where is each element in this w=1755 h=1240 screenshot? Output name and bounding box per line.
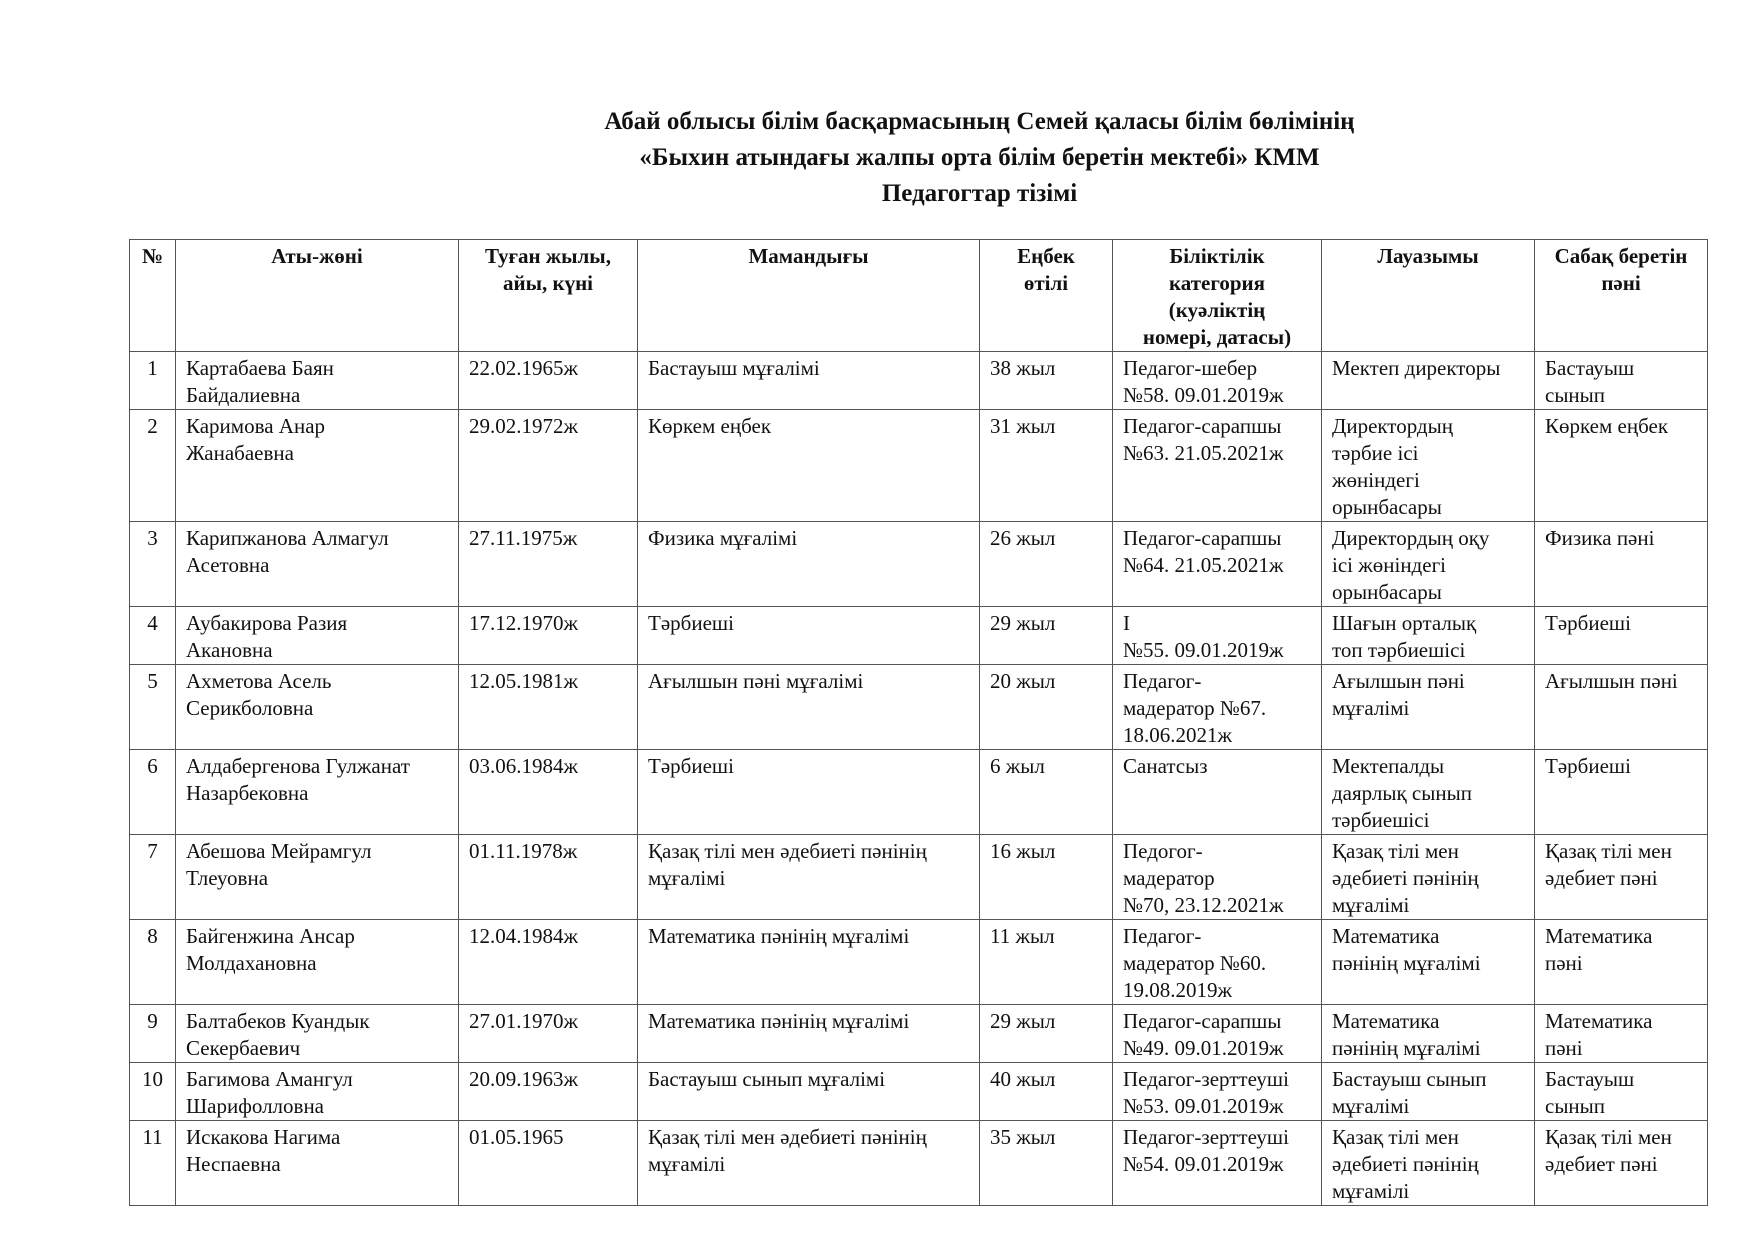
cell-text: Директордың тәрбие ісі жөніндегі орынбасары [1332, 414, 1453, 519]
table-cell-col-qualification [1113, 1121, 1322, 1206]
cell-text: Тәрбиеші [1545, 754, 1631, 778]
cell-text: 2 [147, 414, 158, 438]
cell-text: Шағын орталық топ тәрбиешісі [1332, 611, 1477, 662]
table-cell-col-qualification [1113, 607, 1322, 665]
table-cell-col-full-name [176, 750, 459, 835]
table-cell-col-full-name [176, 522, 459, 607]
table-cell-col-specialty [638, 665, 980, 750]
table-cell-col-birth-date [459, 1121, 638, 1206]
cell-text: Қазақ тілі мен әдебиеті пәнінің мұғамілі [648, 1125, 927, 1176]
table-cell-col-position [1322, 607, 1535, 665]
cell-text: 6 [147, 754, 158, 778]
table-cell-col-number [130, 607, 176, 665]
table-cell-col-position [1322, 920, 1535, 1005]
table-cell-col-qualification [1113, 750, 1322, 835]
table-row [130, 1121, 1708, 1206]
cell-text: Педагог-сарапшы №64. 21.05.2021ж [1123, 526, 1284, 577]
column-header-label: Сабақ беретін пәні [1554, 244, 1688, 295]
table-cell-col-number [130, 1005, 176, 1063]
cell-text: 3 [147, 526, 158, 550]
cell-text: 29 жыл [990, 611, 1056, 635]
table-cell-col-subject [1535, 750, 1708, 835]
table-row [130, 920, 1708, 1005]
title-line-3: Педагогтар тізімі [881, 180, 1078, 207]
title-line-1: Абай облысы білім басқармасының Семей қаласы білім бөлімінің [604, 108, 1355, 135]
cell-text: Математика пәнінің мұғалімі [648, 924, 910, 948]
cell-text: Тәрбиеші [1545, 611, 1631, 635]
cell-text: 31 жыл [990, 414, 1056, 438]
table-row [130, 410, 1708, 522]
cell-text: 29 жыл [990, 1009, 1056, 1033]
column-header-col-birth-date [459, 240, 638, 352]
cell-text: Багимова Амангул Шарифолловна [186, 1067, 353, 1118]
column-header-label: Аты-жөні [271, 244, 363, 268]
cell-text: 11 жыл [990, 924, 1055, 948]
table-cell-col-full-name [176, 920, 459, 1005]
cell-text: Педогог- мадератор №70, 23.12.2021ж [1123, 839, 1284, 917]
table-row [130, 835, 1708, 920]
column-header-col-specialty [638, 240, 980, 352]
table-cell-col-number [130, 665, 176, 750]
cell-text: 03.06.1984ж [469, 754, 579, 778]
document-title [0, 104, 1755, 212]
table-cell-col-number [130, 410, 176, 522]
cell-text: Математика пәнінің мұғалімі [1332, 924, 1481, 975]
cell-text: Бастауыш сынып [1545, 1067, 1635, 1118]
cell-text: Аубакирова Разия Акановна [186, 611, 348, 662]
table-cell-col-position [1322, 835, 1535, 920]
cell-text: 12.05.1981ж [469, 669, 579, 693]
cell-text: Педагог- мадератор №67. 18.06.2021ж [1123, 669, 1267, 747]
table-row [130, 665, 1708, 750]
table-cell-col-number [130, 522, 176, 607]
table-cell-col-experience [980, 750, 1113, 835]
table-cell-col-birth-date [459, 607, 638, 665]
cell-text: 01.11.1978ж [469, 839, 578, 863]
cell-text: 38 жыл [990, 356, 1056, 380]
table-cell-col-birth-date [459, 410, 638, 522]
cell-text: 11 [142, 1125, 163, 1149]
table-cell-col-subject [1535, 1063, 1708, 1121]
table-cell-col-experience [980, 1005, 1113, 1063]
cell-text: 5 [147, 669, 158, 693]
cell-text: Педагог-сарапшы №49. 09.01.2019ж [1123, 1009, 1284, 1060]
table-cell-col-birth-date [459, 1005, 638, 1063]
column-header-label: Еңбек өтілі [1017, 244, 1075, 295]
column-header-label: Туған жылы, айы, күні [485, 244, 611, 295]
cell-text: 20 жыл [990, 669, 1056, 693]
table-cell-col-qualification [1113, 522, 1322, 607]
table-cell-col-experience [980, 835, 1113, 920]
table-cell-col-full-name [176, 1005, 459, 1063]
cell-text: Искакова Нагима Неспаевна [186, 1125, 341, 1176]
cell-text: Қазақ тілі мен әдебиеті пәнінің мұғалімі [648, 839, 927, 890]
cell-text: Ағылшын пәні мұғалімі [648, 669, 864, 693]
cell-text: 01.05.1965 [469, 1125, 564, 1149]
table-cell-col-position [1322, 352, 1535, 410]
column-header-col-position [1322, 240, 1535, 352]
table-cell-col-birth-date [459, 920, 638, 1005]
table-cell-col-experience [980, 665, 1113, 750]
table-cell-col-number [130, 1063, 176, 1121]
column-header-col-experience [980, 240, 1113, 352]
cell-text: Қазақ тілі мен әдебиеті пәнінің мұғалімі [1332, 839, 1479, 917]
table-cell-col-number [130, 352, 176, 410]
table-cell-col-qualification [1113, 835, 1322, 920]
cell-text: Бастауыш сынып [1545, 356, 1635, 407]
table-cell-col-full-name [176, 1121, 459, 1206]
cell-text: Қазақ тілі мен әдебиет пәні [1545, 839, 1672, 890]
table-row [130, 607, 1708, 665]
table-cell-col-birth-date [459, 665, 638, 750]
table-cell-col-qualification [1113, 410, 1322, 522]
table-cell-col-position [1322, 522, 1535, 607]
table-body [130, 352, 1708, 1206]
table-cell-col-specialty [638, 835, 980, 920]
table-cell-col-subject [1535, 1005, 1708, 1063]
cell-text: Алдабергенова Гулжанат Назарбековна [186, 754, 410, 805]
table-cell-col-position [1322, 750, 1535, 835]
table-cell-col-specialty [638, 920, 980, 1005]
table-cell-col-specialty [638, 607, 980, 665]
cell-text: 22.02.1965ж [469, 356, 579, 380]
cell-text: Педагог-сарапшы №63. 21.05.2021ж [1123, 414, 1284, 465]
cell-text: Тәрбиеші [648, 611, 734, 635]
cell-text: Тәрбиеші [648, 754, 734, 778]
cell-text: 1 [147, 356, 158, 380]
table-row [130, 1063, 1708, 1121]
column-header-label: Біліктілік категория (куәліктің номері, датасы) [1142, 244, 1292, 349]
table-cell-col-position [1322, 410, 1535, 522]
table-cell-col-subject [1535, 1121, 1708, 1206]
table-cell-col-position [1322, 1121, 1535, 1206]
table-cell-col-specialty [638, 410, 980, 522]
cell-text: 29.02.1972ж [469, 414, 579, 438]
table-cell-col-subject [1535, 607, 1708, 665]
cell-text: Директордың оқу ісі жөніндегі орынбасары [1332, 526, 1490, 604]
table-cell-col-specialty [638, 1005, 980, 1063]
cell-text: 7 [147, 839, 158, 863]
table-cell-col-specialty [638, 1063, 980, 1121]
cell-text: 12.04.1984ж [469, 924, 579, 948]
table-cell-col-experience [980, 1121, 1113, 1206]
cell-text: Көркем еңбек [1545, 414, 1669, 438]
table-header-row [130, 240, 1708, 352]
table-cell-col-qualification [1113, 1063, 1322, 1121]
cell-text: Мектепалды даярлық сынып тәрбиешісі [1332, 754, 1472, 832]
column-header-col-qualification [1113, 240, 1322, 352]
cell-text: Бастауыш мұғалімі [648, 356, 820, 380]
cell-text: І №55. 09.01.2019ж [1123, 611, 1284, 662]
column-header-col-subject [1535, 240, 1708, 352]
table-cell-col-full-name [176, 607, 459, 665]
cell-text: Ахметова Асель Серикболовна [186, 669, 332, 720]
cell-text: Математика пәні [1545, 924, 1653, 975]
cell-text: 6 жыл [990, 754, 1045, 778]
table-cell-col-qualification [1113, 1005, 1322, 1063]
table-cell-col-specialty [638, 522, 980, 607]
table-cell-col-experience [980, 920, 1113, 1005]
table-cell-col-number [130, 750, 176, 835]
table-cell-col-number [130, 1121, 176, 1206]
table-row [130, 352, 1708, 410]
cell-text: 10 [142, 1067, 163, 1091]
cell-text: 27.01.1970ж [469, 1009, 579, 1033]
column-header-col-number [130, 240, 176, 352]
cell-text: Математика пәнінің мұғалімі [648, 1009, 910, 1033]
column-header-label: Лауазымы [1377, 244, 1479, 268]
table-cell-col-experience [980, 522, 1113, 607]
cell-text: Карипжанова Алмагул Асетовна [186, 526, 389, 577]
column-header-label: Мамандығы [748, 244, 869, 268]
cell-text: 4 [147, 611, 158, 635]
cell-text: Педагог- мадератор №60. 19.08.2019ж [1123, 924, 1267, 1002]
table-cell-col-qualification [1113, 920, 1322, 1005]
cell-text: Педагог-зерттеуші №54. 09.01.2019ж [1123, 1125, 1289, 1176]
cell-text: Ағылшын пәні мұғалімі [1332, 669, 1465, 720]
cell-text: 17.12.1970ж [469, 611, 579, 635]
table-cell-col-birth-date [459, 750, 638, 835]
cell-text: Каримова Анар Жанабаевна [186, 414, 326, 465]
table-cell-col-qualification [1113, 665, 1322, 750]
cell-text: Педагог-шебер №58. 09.01.2019ж [1123, 356, 1284, 407]
cell-text: Математика пәні [1545, 1009, 1653, 1060]
cell-text: 16 жыл [990, 839, 1056, 863]
table-cell-col-subject [1535, 665, 1708, 750]
cell-text: Санатсыз [1123, 754, 1208, 778]
table-cell-col-birth-date [459, 1063, 638, 1121]
table-cell-col-subject [1535, 920, 1708, 1005]
cell-text: Физика пәні [1545, 526, 1655, 550]
cell-text: 20.09.1963ж [469, 1067, 579, 1091]
table-cell-col-specialty [638, 1121, 980, 1206]
table-cell-col-position [1322, 1063, 1535, 1121]
column-header-label: № [141, 244, 164, 268]
table-cell-col-subject [1535, 410, 1708, 522]
cell-text: Бастауыш сынып мұғалімі [1332, 1067, 1487, 1118]
table-cell-col-birth-date [459, 522, 638, 607]
table-cell-col-experience [980, 1063, 1113, 1121]
table-cell-col-experience [980, 607, 1113, 665]
cell-text: Педагог-зерттеуші №53. 09.01.2019ж [1123, 1067, 1289, 1118]
column-header-col-full-name [176, 240, 459, 352]
cell-text: 40 жыл [990, 1067, 1056, 1091]
cell-text: 8 [147, 924, 158, 948]
title-line-2: «Быхин атындағы жалпы орта білім беретін мектебі» КММ [639, 144, 1320, 171]
table-row [130, 750, 1708, 835]
teachers-table [129, 239, 1708, 1206]
table-cell-col-full-name [176, 352, 459, 410]
cell-text: Мектеп директоры [1332, 356, 1501, 380]
cell-text: Қазақ тілі мен әдебиет пәні [1545, 1125, 1672, 1176]
table-cell-col-subject [1535, 522, 1708, 607]
cell-text: Көркем еңбек [648, 414, 772, 438]
table-cell-col-position [1322, 665, 1535, 750]
table-cell-col-full-name [176, 835, 459, 920]
table-cell-col-number [130, 835, 176, 920]
cell-text: 35 жыл [990, 1125, 1056, 1149]
table-cell-col-experience [980, 352, 1113, 410]
table-cell-col-subject [1535, 352, 1708, 410]
cell-text: Математика пәнінің мұғалімі [1332, 1009, 1481, 1060]
table-cell-col-birth-date [459, 352, 638, 410]
table-cell-col-full-name [176, 665, 459, 750]
cell-text: Байгенжина Ансар Молдахановна [186, 924, 355, 975]
table-cell-col-full-name [176, 410, 459, 522]
table-cell-col-full-name [176, 1063, 459, 1121]
table-row [130, 1005, 1708, 1063]
cell-text: Физика мұғалімі [648, 526, 798, 550]
table-cell-col-experience [980, 410, 1113, 522]
cell-text: Балтабеков Куандык Секербаевич [186, 1009, 370, 1060]
cell-text: Ағылшын пәні [1545, 669, 1678, 693]
cell-text: Картабаева Баян Байдалиевна [186, 356, 334, 407]
cell-text: 27.11.1975ж [469, 526, 578, 550]
table-cell-col-specialty [638, 750, 980, 835]
table-cell-col-specialty [638, 352, 980, 410]
table-cell-col-subject [1535, 835, 1708, 920]
cell-text: Қазақ тілі мен әдебиеті пәнінің мұғамілі [1332, 1125, 1479, 1203]
table-cell-col-qualification [1113, 352, 1322, 410]
cell-text: 9 [147, 1009, 158, 1033]
table-cell-col-number [130, 920, 176, 1005]
cell-text: Абешова Мейрамгул Тлеуовна [186, 839, 372, 890]
table-cell-col-birth-date [459, 835, 638, 920]
cell-text: 26 жыл [990, 526, 1056, 550]
cell-text: Бастауыш сынып мұғалімі [648, 1067, 886, 1091]
table-cell-col-position [1322, 1005, 1535, 1063]
table-row [130, 522, 1708, 607]
